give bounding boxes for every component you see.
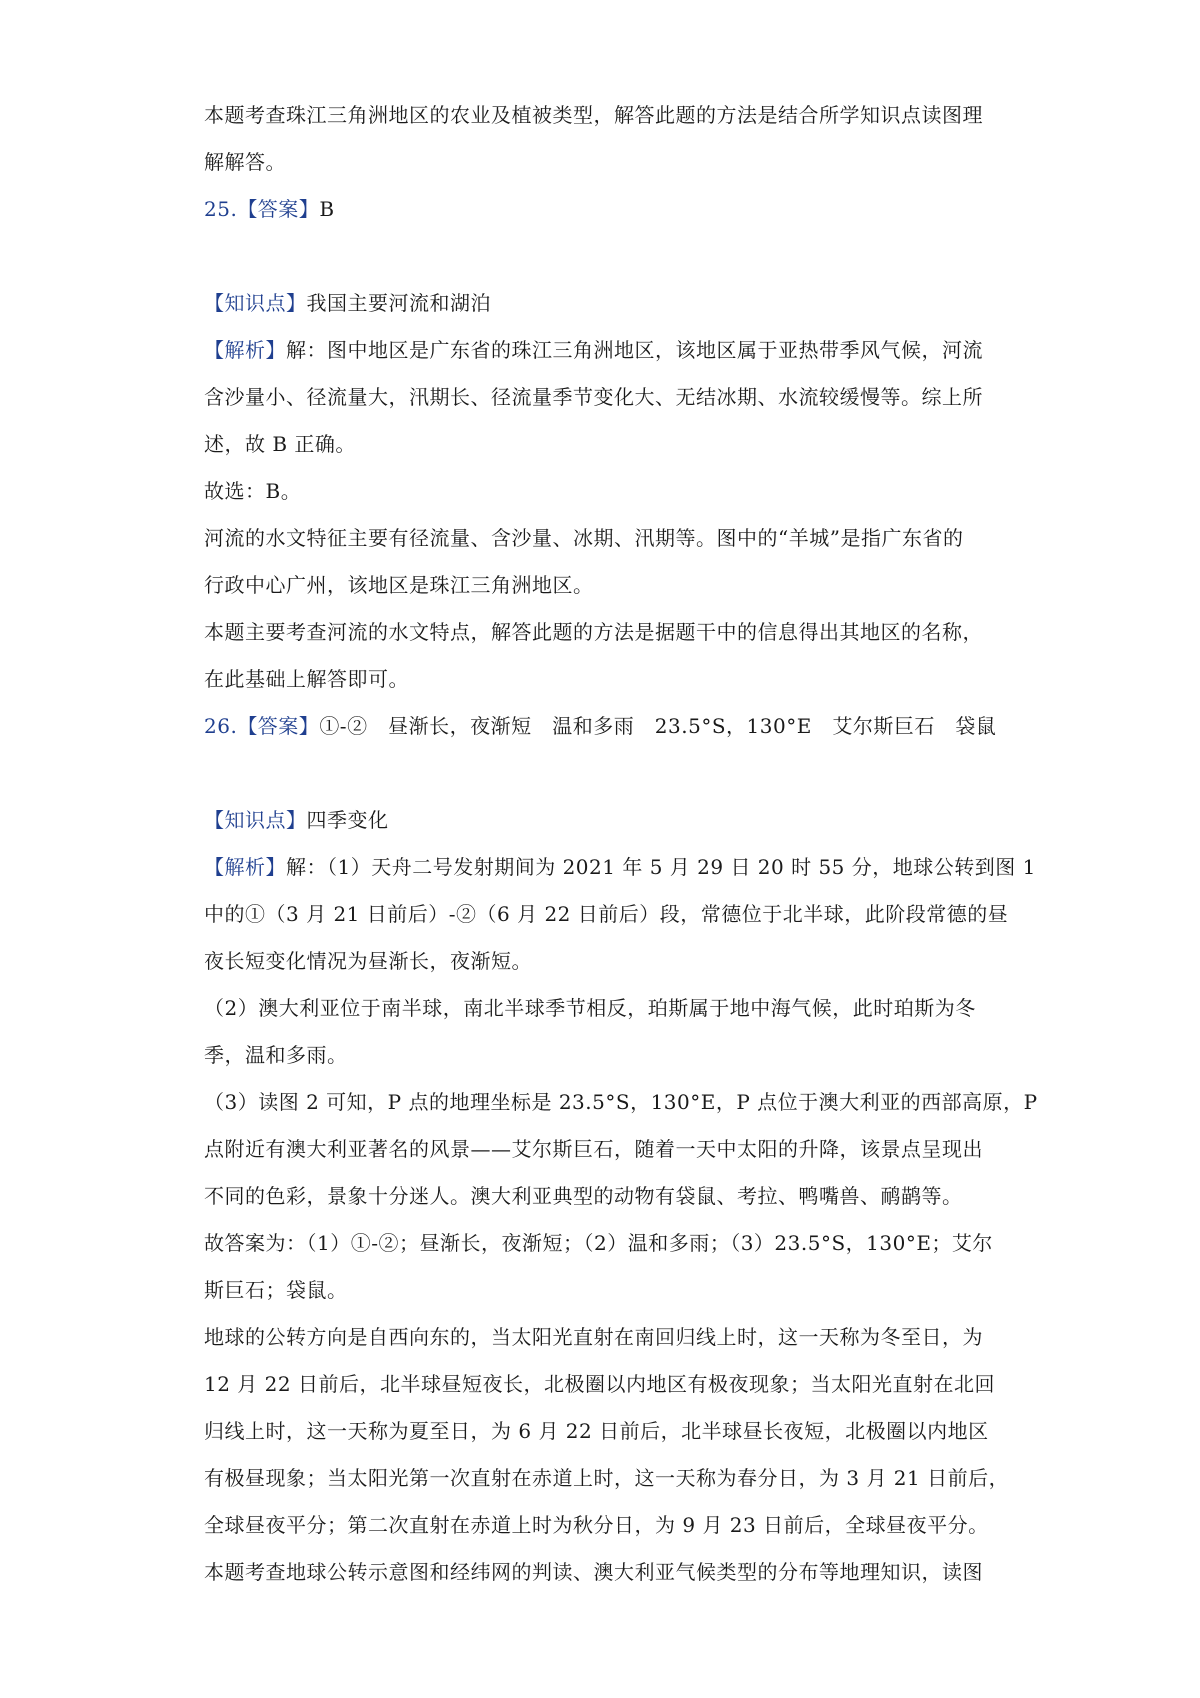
q26-answer-value: ①-② 昼渐长，夜渐短 温和多雨 23.5°S，130°E 艾尔斯巨石 袋鼠 xyxy=(319,714,997,738)
q25-analysis-text: 解：图中地区是广东省的珠江三角洲地区，该地区属于亚热带季风气候，河流 xyxy=(286,338,983,362)
q25-analysis-line-7: 本题主要考查河流的水文特点，解答此题的方法是据题干中的信息得出其地区的名称， xyxy=(204,620,983,644)
q25-analysis-tag: 【解析】 xyxy=(204,338,286,362)
q26-knowledge-value: 四季变化 xyxy=(306,808,389,832)
q25-knowledge-value: 我国主要河流和湖泊 xyxy=(306,291,491,315)
q25-analysis-line-1 xyxy=(204,327,1004,374)
q25-number: 25. xyxy=(204,197,238,221)
q25-answer-line xyxy=(204,186,1004,233)
document-page xyxy=(204,92,1038,1596)
q26-number: 26. xyxy=(204,714,238,738)
q26-analysis-line-10: 斯巨石；袋鼠。 xyxy=(204,1278,348,1302)
q26-knowledge-tag: 【知识点】 xyxy=(204,808,307,832)
spacer xyxy=(204,750,1004,797)
q25-knowledge-tag: 【知识点】 xyxy=(204,291,307,315)
q25-analysis-line-2: 含沙量小、径流量大，汛期长、径流量季节变化大、无结冰期、水流较缓慢等。综上所 xyxy=(204,385,983,409)
q26-analysis-line-3: 夜长短变化情况为昼渐长，夜渐短。 xyxy=(204,949,532,973)
q26-answer-line xyxy=(204,703,1004,750)
q25-analysis-line-5: 河流的水文特征主要有径流量、含沙量、冰期、汛期等。图中的“羊城”是指广东省的 xyxy=(204,526,964,550)
q26-analysis-line-8: 不同的色彩，景象十分迷人。澳大利亚典型的动物有袋鼠、考拉、鸭嘴兽、鸸鹋等。 xyxy=(204,1184,963,1208)
q26-analysis-tag: 【解析】 xyxy=(204,855,286,879)
q26-answer-tag: 【答案】 xyxy=(237,714,320,738)
q26-analysis-line-12: 12 月 22 日前后，北半球昼短夜长，北极圈以内地区有极夜现象；当太阳光直射在北回 xyxy=(204,1372,995,1396)
q25-analysis-line-6: 行政中心广州，该地区是珠江三角洲地区。 xyxy=(204,573,594,597)
q25-analysis-line-3: 述，故 B 正确。 xyxy=(204,432,356,456)
q26-analysis-line-11: 地球的公转方向是自西向东的，当太阳光直射在南回归线上时，这一天称为冬至日，为 xyxy=(204,1325,983,1349)
q25-analysis-line-8: 在此基础上解答即可。 xyxy=(204,667,409,691)
q26-analysis-text: 解：（1）天舟二号发射期间为 2021 年 5 月 29 日 20 时 55 分，地球公转到图 1 xyxy=(286,855,1036,879)
q26-analysis-line-16: 本题考查地球公转示意图和经纬网的判读、澳大利亚气候类型的分布等地理知识，读图 xyxy=(204,1560,983,1584)
q26-analysis-line-14: 有极昼现象；当太阳光第一次直射在赤道上时，这一天称为春分日，为 3 月 21 日前后， xyxy=(204,1466,1010,1490)
q26-analysis-line-4: （2）澳大利亚位于南半球，南北半球季节相反，珀斯属于地中海气候，此时珀斯为冬 xyxy=(204,996,976,1020)
q26-analysis-line-15: 全球昼夜平分；第二次直射在赤道上时为秋分日，为 9 月 23 日前后，全球昼夜平分。 xyxy=(204,1513,989,1537)
q26-analysis-line-1 xyxy=(204,844,1036,891)
q26-analysis-line-7: 点附近有澳大利亚著名的风景——艾尔斯巨石，随着一天中太阳的升降，该景点呈现出 xyxy=(204,1137,983,1161)
q26-knowledge-line xyxy=(204,797,1004,844)
intro-line-1: 本题考查珠江三角洲地区的农业及植被类型，解答此题的方法是结合所学知识点读图理 xyxy=(204,103,983,127)
q25-analysis-line-4: 故选：B。 xyxy=(204,479,302,503)
q26-analysis-line-5: 季，温和多雨。 xyxy=(204,1043,348,1067)
q26-analysis-line-6: （3）读图 2 可知，P 点的地理坐标是 23.5°S，130°E，P 点位于澳大利亚的西部高原，P xyxy=(204,1090,1038,1114)
q25-answer-value: B xyxy=(319,197,335,221)
intro-line-2: 解解答。 xyxy=(204,150,286,174)
q26-analysis-line-2: 中的①（3 月 21 日前后）-②（6 月 22 日前后）段，常德位于北半球，此阶段常德的昼 xyxy=(204,902,1009,926)
q26-analysis-line-13: 归线上时，这一天称为夏至日，为 6 月 22 日前后，北半球昼长夜短，北极圈以内地区 xyxy=(204,1419,989,1443)
q25-answer-tag: 【答案】 xyxy=(237,197,320,221)
q25-knowledge-line xyxy=(204,280,1004,327)
spacer xyxy=(204,233,1004,280)
q26-analysis-line-9: 故答案为：（1）①-②；昼渐长，夜渐短；（2）温和多雨；（3）23.5°S，130°E；艾尔 xyxy=(204,1231,993,1255)
